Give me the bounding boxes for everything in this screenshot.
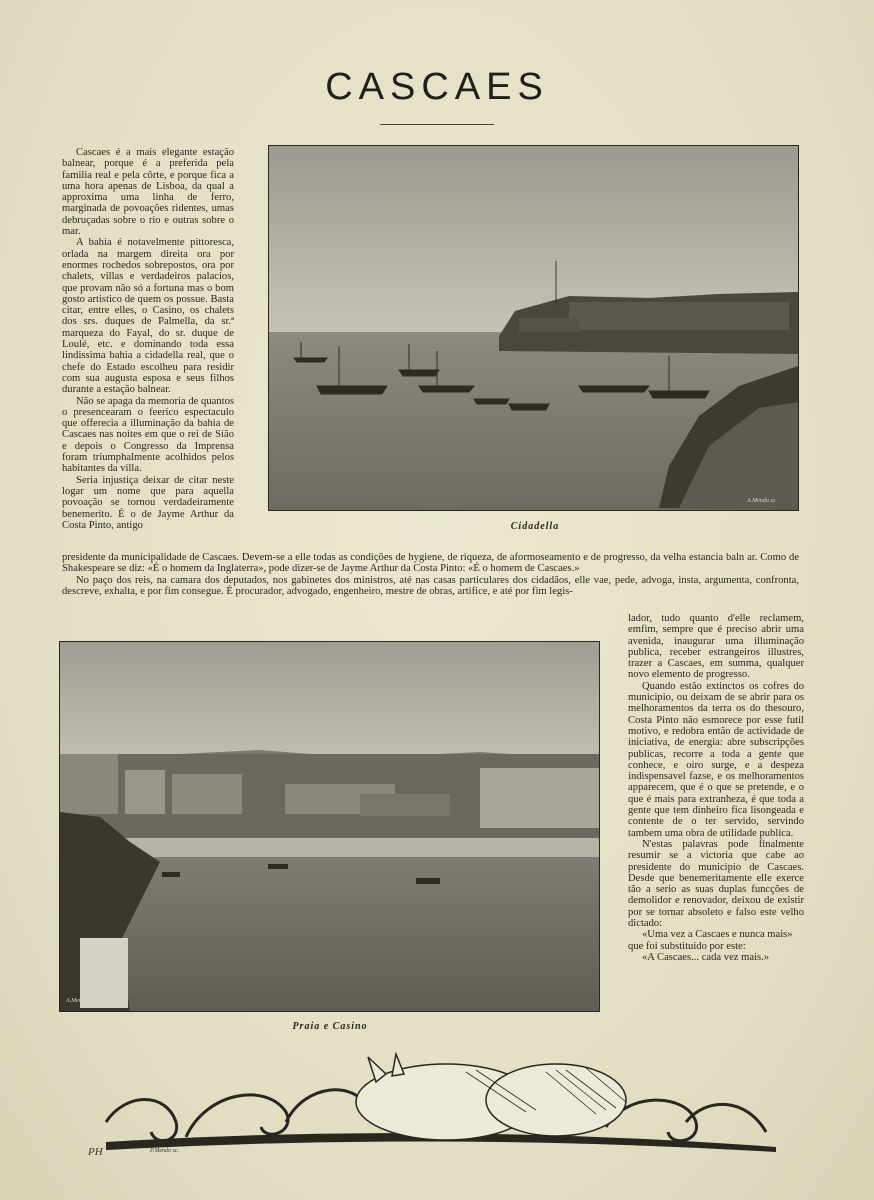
- new-saying: «A Cascaes... cada vez mais.»: [642, 951, 770, 963]
- caption-praia-casino: Praia e Casino: [292, 1021, 368, 1032]
- top-photo-signature: A.Mendo sc.: [747, 498, 777, 504]
- paragraph-bay: A bahia é notavelmente pittoresca, orlada na margem direita ora por enormes rochedos sobrepostos, ora por chalets, villas e verdadeiros palacios, que provam não só a fortuna mas o bom gosto artistico de quem os possue. Basta citar, entre elles, o Casino, os chalets dos srs. duques de Palmella, da sr.ª marqueza do Fayal, do sr. duque de Loulé, etc. e dominando toda essa lindissima bahia a cidadella real, que o chefe do Estado escolheu para residir com sua augusta esposa e seus filhos durante a estação balnear.: [62, 237, 234, 396]
- full-width-text: [62, 552, 799, 597]
- paragraph-illumination: Não se apaga da memoria de quantos o presencearam o feerico espectaculo que offerecia a illuminação da bahia de Cascaes nas noites em que o rei de Sião e depois o Congresso da Imprensa foram triumphalmente acolhidos pelos habitantes da villa.: [62, 395, 234, 475]
- old-saying: «Uma vez a Cascaes e nunca mais»: [642, 929, 793, 941]
- left-column: [62, 147, 234, 531]
- photo-praia-casino: [59, 641, 600, 1012]
- paragraph-finances: Quando estão extinctos os cofres do municipio, ou deixam de se abrir para os melhoramentos da terra os do thesouro, Costa Pinto não esmorece por esse futil motivo, e redobra então de actividade de iniciativa, de energia: abre subscripções publicas, recorre a toda a gente que conhece, e oiro surge, e a despeza indispensavel fazse, e os melhoramentos apparecem, que é o que se pretende, e o que é mais para extranheza, é que toda a gente que tem dinheiro fica lisongeada e contente de o ter servido, servindo tambem uma obra de utilidade publica.: [628, 680, 804, 839]
- paragraph-intro: Cascaes é a mais elegante estação balnear, porque é a preferida pela familia real e pela côrte, e porque fica a uma hora apenas de Lisboa, da qual a approxima uma linha de ferro, marginada de povoações ridentes, umas debruçadas sobre o rio e outras sobre o mar.: [62, 147, 234, 238]
- paragraph-legislator: lador, tudo quanto d'elle reclamem, emfim, sempre que é preciso abrir uma avenida, inaugurar uma illuminação publica, receber estrangeiros illustres, trazer a Cascaes, em summa, qualquer novo elemento de progresso.: [628, 613, 804, 681]
- ornament-monogram: PH: [88, 1146, 103, 1158]
- paragraph-costa-pinto: Seria injustiça deixar de citar neste logar um nome que para aquella povoação se tornou verdadeiramente benemerito. É o de Jayme Arthur da Costa Pinto, antigo: [62, 474, 234, 531]
- paragraph-palace: No paço dos reis, na camara dos deputados, nos gabinetes dos ministros, até nas casas particulares dos cidadãos, elle vae, pede, advoga, insta, argumenta, confronta, descreve, exhalta, e por fim consegue. É procurador, advogado, engenheiro, mestre de obras, artifice, e até por fim legis-: [62, 574, 799, 597]
- ornament-mouse-illustration: [86, 1052, 786, 1162]
- paragraph-municipality: presidente da municipalidade de Cascaes. Devem-se a elle todas as condições de hygiene, de riqueza, de aformoseamento e de progresso, da velha estancia baln ar. Como de Shakespeare se diz: «É o homem da Inglaterra», pode dizer-se de Jayme Arthur da Costa Pinto: «É o homem de Cascaes.»: [62, 552, 799, 575]
- right-column: [628, 613, 804, 963]
- bottom-photo-signature: A.Mendo sc.: [66, 998, 96, 1004]
- title-rule: [380, 124, 494, 125]
- cidadella-image: [269, 146, 798, 510]
- page-title: CASCAES: [325, 66, 549, 108]
- replaced-by: que foi substituido por este:: [628, 940, 746, 952]
- caption-cidadella: Cidadella: [510, 521, 560, 532]
- photo-cidadella: [268, 145, 799, 511]
- ornament-signature: P.Mendo sc.: [150, 1148, 180, 1154]
- praia-casino-image: [60, 642, 599, 1011]
- paragraph-conclusion: N'estas palavras pode finalmente resumir se a victoria que cabe ao presidente do municipio de Cascaes. Desde que benemeritamente elle exerce tão a serio as suas duplas funcções de demolidor e renovador, deixou de existir por se tornar absoleto e falso este velho dictado:: [628, 838, 804, 930]
